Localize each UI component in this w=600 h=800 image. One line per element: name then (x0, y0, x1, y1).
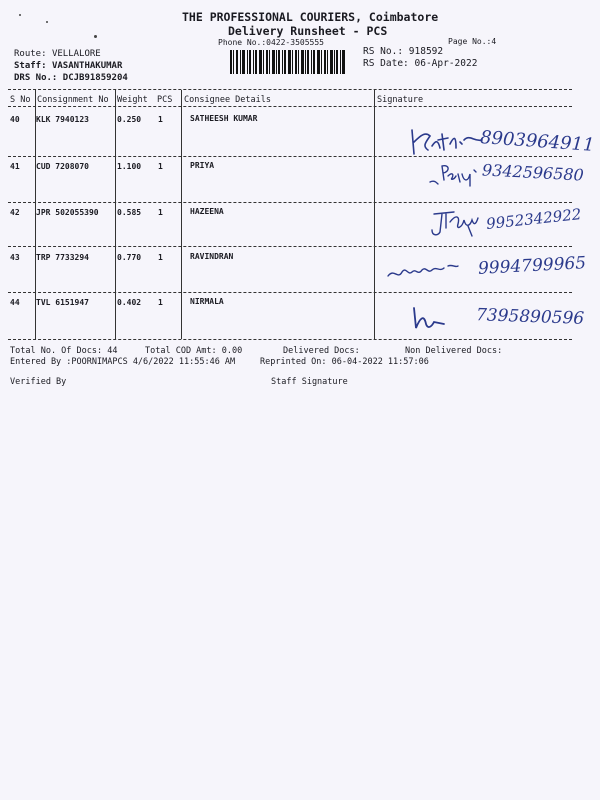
barcode-icon (230, 50, 346, 74)
rs-number-value: 918592 (408, 46, 444, 57)
signature-mark (428, 206, 488, 242)
signature-mark (408, 124, 488, 160)
route-label: Route: (14, 49, 47, 59)
row-sno: 41 (10, 162, 20, 171)
row-handwritten-phone: 9952342922 (485, 205, 583, 233)
company-title: THE PROFESSIONAL COURIERS, Coimbatore (182, 10, 439, 24)
row-handwritten-phone: 8903964911 (479, 127, 596, 156)
drs-row (14, 73, 128, 83)
col-signature: Signature (377, 95, 424, 105)
row-consignee: NIRMALA (190, 297, 224, 306)
row-pcs: 1 (158, 253, 163, 262)
row-sno: 42 (10, 208, 20, 217)
table-bottom-rule (8, 339, 572, 340)
row-weight: 1.100 (117, 162, 142, 171)
scan-speck (46, 21, 48, 23)
route-row (14, 49, 101, 59)
signature-mark (410, 304, 446, 332)
row-weight: 0.770 (117, 253, 142, 262)
row-consignment: KLK 7940123 (36, 115, 89, 124)
row-pcs: 1 (158, 162, 163, 171)
row-handwritten-phone: 7395890596 (475, 305, 585, 329)
row-consignment: TRP 7733294 (36, 253, 89, 262)
row-consignment: JPR 502055390 (36, 208, 99, 217)
company-phone: Phone No.:0422-3505555 (218, 38, 324, 47)
row-consignee: HAZEENA (190, 207, 224, 216)
row-handwritten-phone: 9994799965 (477, 253, 587, 279)
col-consignment: Consignment No (37, 95, 109, 105)
row-pcs: 1 (158, 298, 163, 307)
col-pcs: PCS (157, 95, 173, 105)
signature-mark (428, 160, 484, 190)
col-consignee: Consignee Details (184, 95, 271, 105)
rs-number-label: RS No.: (363, 46, 404, 57)
document-title: Delivery Runsheet - PCS (228, 24, 388, 38)
verified-by: Verified By (10, 377, 67, 387)
row-divider (8, 202, 572, 203)
row-consignment: TVL 6151947 (36, 298, 89, 307)
scan-speck (19, 14, 21, 16)
drs-value: DCJB91859204 (62, 73, 128, 83)
row-consignee: SATHEESH KUMAR (190, 114, 258, 123)
staff-label: Staff: (14, 61, 47, 71)
total-docs: Total No. Of Docs: 44 (10, 346, 118, 356)
staff-row (14, 61, 122, 71)
row-sno: 43 (10, 253, 20, 262)
row-weight: 0.402 (117, 298, 142, 307)
row-pcs: 1 (158, 115, 163, 124)
col-weight: Weight (117, 95, 148, 105)
row-weight: 0.250 (117, 115, 142, 124)
row-consignee: RAVINDRAN (190, 252, 234, 261)
row-sno: 40 (10, 115, 20, 124)
rs-number (363, 46, 443, 57)
entered-by: Entered By :POORNIMAPCS 4/6/2022 11:55:46 AM (10, 357, 236, 367)
non-delivered-docs: Non Delivered Docs: (405, 346, 503, 356)
rs-date (363, 58, 477, 69)
column-divider (374, 90, 375, 339)
signature-mark (386, 258, 466, 284)
page-number: Page No.:4 (448, 37, 497, 46)
row-divider (8, 246, 572, 247)
staff-signature-label: Staff Signature (271, 377, 348, 387)
column-divider (181, 90, 182, 339)
rs-date-value: 06-Apr-2022 (414, 58, 478, 69)
row-pcs: 1 (158, 208, 163, 217)
row-handwritten-phone: 9342596580 (481, 160, 585, 185)
table-header-rule (8, 106, 572, 107)
row-sno: 44 (10, 298, 20, 307)
column-divider (115, 90, 116, 339)
scan-speck (94, 35, 97, 38)
row-consignee: PRIYA (190, 161, 215, 170)
route-value: VELLALORE (51, 49, 101, 59)
total-cod: Total COD Amt: 0.00 (145, 346, 243, 356)
row-weight: 0.585 (117, 208, 142, 217)
rs-date-label: RS Date: (363, 58, 409, 69)
row-consignment: CUD 7208070 (36, 162, 89, 171)
delivered-docs: Delivered Docs: (283, 346, 360, 356)
drs-label: DRS No.: (14, 73, 58, 83)
col-sno: S No (10, 95, 31, 105)
row-divider (8, 292, 572, 293)
staff-value: VASANTHAKUMAR (51, 61, 123, 71)
reprinted-on: Reprinted On: 06-04-2022 11:57:06 (260, 357, 429, 367)
table-top-rule (8, 89, 572, 90)
